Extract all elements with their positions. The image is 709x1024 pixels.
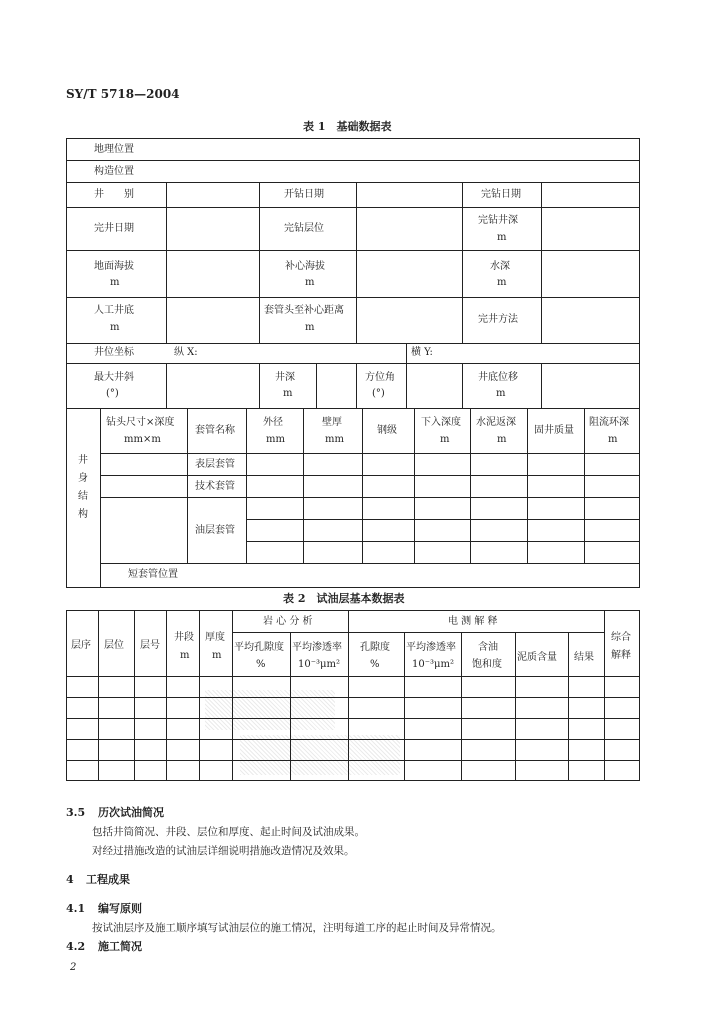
t2-log-porosity-unit: % [370, 659, 380, 670]
label-bottom-displacement: 井底位移 [478, 372, 518, 383]
para-4-1-1: 按试油层序及施工顺序填写试油层位的施工情况，注明每道工序的起止时间及异常情况。 [92, 922, 502, 934]
t2-shale: 泥质含量 [517, 652, 557, 663]
scan-noise [240, 735, 400, 775]
para-3-5-1: 包括井筒简况、井段、层位和厚度、起止时间及试油成果。 [92, 826, 365, 838]
col-cement-top-unit: m [497, 434, 507, 445]
label-completion-date: 完井日期 [94, 223, 134, 234]
t2-core-analysis: 岩 心 分 析 [263, 616, 313, 627]
col-wall-unit: mm [325, 434, 344, 445]
t2-comp-interp: 综合 [611, 632, 631, 643]
section-4-title: 工程成果 [86, 873, 130, 886]
col-grade: 钢级 [377, 425, 397, 436]
side-label-4: 构 [78, 509, 88, 520]
t2-core-perm-unit: 10⁻³μm² [298, 659, 341, 670]
label-artificial-bottom: 人工井底 [94, 305, 134, 316]
col-short-depth: 阻流环深 [589, 417, 629, 428]
t2-oil-sat2: 饱和度 [472, 659, 502, 670]
label-ground-elevation: 地面海拔 [94, 261, 134, 272]
t2-col-thickness-unit: m [212, 650, 222, 661]
t2-core-porosity-unit: % [256, 659, 266, 670]
table1-caption: 表 1 基础数据表 [303, 120, 392, 133]
t2-log-perm: 平均渗透率 [406, 642, 456, 653]
label-geo-location: 地理位置 [94, 144, 134, 155]
t2-col-layer-no: 层序 [71, 640, 91, 651]
section-4-num: 4 [66, 873, 74, 886]
side-label-1: 井 [78, 455, 88, 466]
label-max-inclination: 最大井斜 [94, 372, 134, 383]
unit-azimuth: (°) [372, 388, 385, 399]
t2-log-perm-unit: 10⁻³μm² [412, 659, 455, 670]
t2-core-porosity: 平均孔隙度 [234, 642, 284, 653]
col-bit: 钻头尺寸×深度 [106, 417, 175, 428]
unit-kb-elevation: m [305, 277, 315, 288]
col-set-depth-unit: m [440, 434, 450, 445]
t2-oil-sat: 含油 [478, 642, 498, 653]
unit-ground-elevation: m [110, 277, 120, 288]
col-set-depth: 下入深度 [421, 417, 461, 428]
t2-comp-interp2: 解释 [611, 650, 631, 661]
unit-casing-head-to-kb: m [305, 322, 315, 333]
unit-bottom-displacement: m [496, 388, 506, 399]
label-coord-y: 横 Y: [411, 347, 433, 358]
unit-max-inclination: (°) [106, 388, 119, 399]
row-oil-casing: 油层套管 [195, 525, 235, 536]
col-casing: 套管名称 [195, 425, 235, 436]
unit-finish-drill-depth: m [497, 232, 507, 243]
section-4-1-num: 4.1 [66, 902, 86, 915]
t2-col-well-section-unit: m [180, 650, 190, 661]
label-well-coords: 井位坐标 [94, 347, 134, 358]
label-well-depth: 井深 [275, 372, 295, 383]
para-3-5-2: 对经过措施改造的试油层详细说明措施改造情况及效果。 [92, 845, 355, 857]
col-od-unit: mm [266, 434, 285, 445]
scan-noise [205, 690, 335, 730]
label-well-type: 井 别 [94, 189, 134, 200]
side-label-3: 结 [78, 491, 88, 502]
label-spud-date: 开钻日期 [284, 189, 324, 200]
section-3-5-title: 历次试油简况 [98, 806, 164, 819]
row-tech-casing: 技术套管 [195, 481, 235, 492]
label-water-depth: 水深 [490, 261, 510, 272]
doc-code: SY/T 5718—2004 [66, 87, 180, 101]
col-od: 外径 [263, 417, 283, 428]
col-cement-quality: 固井质量 [534, 425, 574, 436]
label-completion-method: 完井方法 [478, 314, 518, 325]
label-casing-head-to-kb: 套管头至补心距离 [264, 305, 344, 316]
label-azimuth: 方位角 [365, 372, 395, 383]
unit-water-depth: m [497, 277, 507, 288]
col-bit-unit: mm×m [124, 434, 161, 445]
row-short-collar: 短套管位置 [128, 569, 178, 580]
t2-col-layer-num: 层号 [140, 640, 160, 651]
col-cement-top: 水泥返深 [476, 417, 516, 428]
unit-artificial-bottom: m [110, 322, 120, 333]
unit-well-depth: m [283, 388, 293, 399]
section-4-1-title: 编写原则 [98, 902, 142, 915]
t2-log-interp: 电 测 解 释 [448, 616, 498, 627]
section-4-2-title: 施工简况 [98, 940, 142, 953]
row-surface-casing: 表层套管 [195, 459, 235, 470]
col-short-depth-unit: m [608, 434, 618, 445]
t2-result: 结果 [574, 652, 594, 663]
col-wall: 壁厚 [322, 417, 342, 428]
side-label-2: 身 [78, 473, 88, 484]
t2-col-thickness: 厚度 [205, 632, 225, 643]
page-number: 2 [70, 962, 77, 973]
label-finish-drill-date: 完钻日期 [481, 189, 521, 200]
label-coord-x: 纵 X: [174, 347, 198, 358]
t2-col-well-section: 井段 [174, 632, 194, 643]
label-structure-location: 构造位置 [94, 166, 134, 177]
label-kb-elevation: 补心海拔 [285, 261, 325, 272]
t2-col-layer-pos: 层位 [104, 640, 124, 651]
label-finish-drill-depth: 完钻井深 [478, 215, 518, 226]
label-finish-drill-layer: 完钻层位 [284, 223, 324, 234]
table2-caption: 表 2 试油层基本数据表 [283, 592, 405, 605]
section-4-2-num: 4.2 [66, 940, 86, 953]
section-3-5-num: 3.5 [66, 806, 86, 819]
t2-log-porosity: 孔隙度 [360, 642, 390, 653]
t2-core-perm: 平均渗透率 [292, 642, 342, 653]
